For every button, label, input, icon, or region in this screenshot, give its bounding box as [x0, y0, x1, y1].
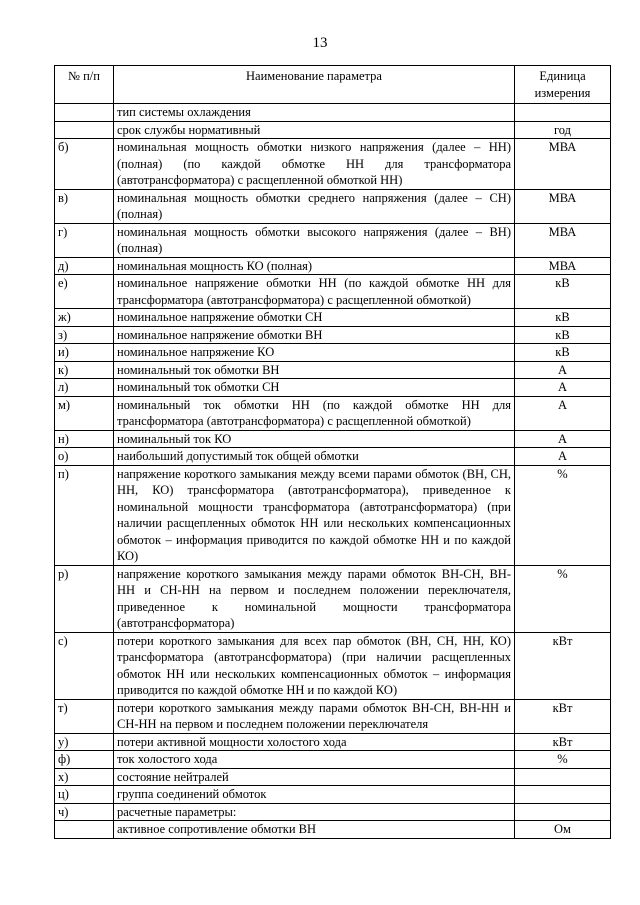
- table-row: [55, 803, 611, 821]
- row-number: ц): [55, 786, 114, 804]
- row-number: в): [55, 189, 114, 223]
- row-unit: %: [515, 465, 611, 565]
- row-unit: МВА: [515, 223, 611, 257]
- row-number: с): [55, 632, 114, 699]
- table-header-row: [55, 66, 611, 104]
- row-parameter-name: состояние нейтралей: [114, 768, 515, 786]
- row-parameter-name: потери активной мощности холостого хода: [114, 733, 515, 751]
- row-parameter-name: расчетные параметры:: [114, 803, 515, 821]
- row-number: з): [55, 326, 114, 344]
- table-row: [55, 189, 611, 223]
- table-row: [55, 275, 611, 309]
- row-number: и): [55, 344, 114, 362]
- row-parameter-name: номинальный ток обмотки НН (по каждой обмотке НН для трансформатора (автотрансформатора) с расщепленной обмоткой): [114, 396, 515, 430]
- row-number: т): [55, 699, 114, 733]
- row-number: ж): [55, 309, 114, 327]
- row-unit: МВА: [515, 257, 611, 275]
- row-parameter-name: номинальная мощность КО (полная): [114, 257, 515, 275]
- table-row: [55, 821, 611, 839]
- row-parameter-name: потери короткого замыкания между парами обмоток ВН-СН, ВН-НН и СН-НН на первом и последнем положении переключателя: [114, 699, 515, 733]
- row-number: м): [55, 396, 114, 430]
- row-unit: кВт: [515, 733, 611, 751]
- table-row: [55, 361, 611, 379]
- row-number: к): [55, 361, 114, 379]
- row-unit: А: [515, 430, 611, 448]
- row-unit: Ом: [515, 821, 611, 839]
- row-number: л): [55, 379, 114, 397]
- parameters-table: [54, 65, 611, 839]
- row-unit: [515, 786, 611, 804]
- table-row: [55, 223, 611, 257]
- row-number: х): [55, 768, 114, 786]
- row-number: о): [55, 448, 114, 466]
- row-unit: МВА: [515, 189, 611, 223]
- table-row: [55, 104, 611, 122]
- row-parameter-name: номинальное напряжение обмотки НН (по каждой обмотке НН для трансформатора (автотрансформатора) с расщепленной обмоткой): [114, 275, 515, 309]
- row-number: ф): [55, 751, 114, 769]
- row-unit: А: [515, 396, 611, 430]
- row-number: г): [55, 223, 114, 257]
- row-unit: кВ: [515, 309, 611, 327]
- table-body: [55, 104, 611, 839]
- row-parameter-name: срок службы нормативный: [114, 121, 515, 139]
- row-parameter-name: номинальный ток обмотки СН: [114, 379, 515, 397]
- row-parameter-name: группа соединений обмоток: [114, 786, 515, 804]
- row-unit: кВ: [515, 344, 611, 362]
- row-number: ч): [55, 803, 114, 821]
- table-row: [55, 309, 611, 327]
- row-number: п): [55, 465, 114, 565]
- row-number: [55, 821, 114, 839]
- row-number: [55, 121, 114, 139]
- row-parameter-name: номинальное напряжение КО: [114, 344, 515, 362]
- row-unit: [515, 104, 611, 122]
- row-parameter-name: номинальная мощность обмотки среднего напряжения (далее – СН) (полная): [114, 189, 515, 223]
- row-unit: А: [515, 361, 611, 379]
- table-row: [55, 448, 611, 466]
- row-number: б): [55, 139, 114, 190]
- row-unit: %: [515, 751, 611, 769]
- row-parameter-name: номинальная мощность обмотки низкого напряжения (далее – НН) (полная) (по каждой обмотке НН для трансформатора (автотрансформатора) с расщепленной обмоткой НН): [114, 139, 515, 190]
- header-unit: Единица измерения: [515, 66, 611, 104]
- row-unit: [515, 803, 611, 821]
- table-row: [55, 751, 611, 769]
- row-number: у): [55, 733, 114, 751]
- table-row: [55, 396, 611, 430]
- row-parameter-name: номинальное напряжение обмотки ВН: [114, 326, 515, 344]
- table-row: [55, 786, 611, 804]
- row-parameter-name: активное сопротивление обмотки ВН: [114, 821, 515, 839]
- header-parameter-name: Наименование параметра: [114, 66, 515, 104]
- table-row: [55, 632, 611, 699]
- table-row: [55, 768, 611, 786]
- table-row: [55, 699, 611, 733]
- row-number: е): [55, 275, 114, 309]
- table-row: [55, 733, 611, 751]
- table-row: [55, 121, 611, 139]
- row-parameter-name: потери короткого замыкания для всех пар обмоток (ВН, СН, НН, КО) трансформатора (автотрансформатора) (при наличии расщепленных обмоток НН или нескольких компенсационных обмоток – информация приводится по каждой обмотке НН и по каждой КО): [114, 632, 515, 699]
- page-number: 13: [312, 35, 328, 51]
- table-row: [55, 344, 611, 362]
- row-unit: кВ: [515, 275, 611, 309]
- row-unit: %: [515, 565, 611, 632]
- row-number: д): [55, 257, 114, 275]
- row-unit: кВ: [515, 326, 611, 344]
- table-row: [55, 379, 611, 397]
- row-unit: МВА: [515, 139, 611, 190]
- row-parameter-name: наибольший допустимый ток общей обмотки: [114, 448, 515, 466]
- row-parameter-name: номинальный ток обмотки ВН: [114, 361, 515, 379]
- row-number: р): [55, 565, 114, 632]
- header-number: № п/п: [55, 66, 114, 104]
- row-parameter-name: напряжение короткого замыкания между всеми парами обмоток (ВН, СН, НН, КО) трансформатора (автотрансформатора), приведенное к номинальной мощности трансформатора (автотрансформатора) (при наличии расщепленных обмоток НН или нескольких компенсационных обмоток – информация приводится по каждой обмотке НН и по каждой КО): [114, 465, 515, 565]
- row-unit: кВт: [515, 699, 611, 733]
- row-unit: кВт: [515, 632, 611, 699]
- row-parameter-name: тип системы охлаждения: [114, 104, 515, 122]
- row-unit: год: [515, 121, 611, 139]
- table-row: [55, 139, 611, 190]
- row-number: н): [55, 430, 114, 448]
- table-row: [55, 565, 611, 632]
- row-unit: А: [515, 379, 611, 397]
- row-parameter-name: ток холостого хода: [114, 751, 515, 769]
- row-parameter-name: напряжение короткого замыкания между парами обмоток ВН-СН, ВН-НН и СН-НН на первом и последнем положении переключателя, приведенное к номинальной мощности трансформатора (автотрансформатора): [114, 565, 515, 632]
- row-number: [55, 104, 114, 122]
- row-parameter-name: номинальная мощность обмотки высокого напряжения (далее – ВН) (полная): [114, 223, 515, 257]
- table-row: [55, 465, 611, 565]
- row-unit: А: [515, 448, 611, 466]
- table-row: [55, 326, 611, 344]
- row-parameter-name: номинальное напряжение обмотки СН: [114, 309, 515, 327]
- row-unit: [515, 768, 611, 786]
- table-row: [55, 430, 611, 448]
- table-row: [55, 257, 611, 275]
- row-parameter-name: номинальный ток КО: [114, 430, 515, 448]
